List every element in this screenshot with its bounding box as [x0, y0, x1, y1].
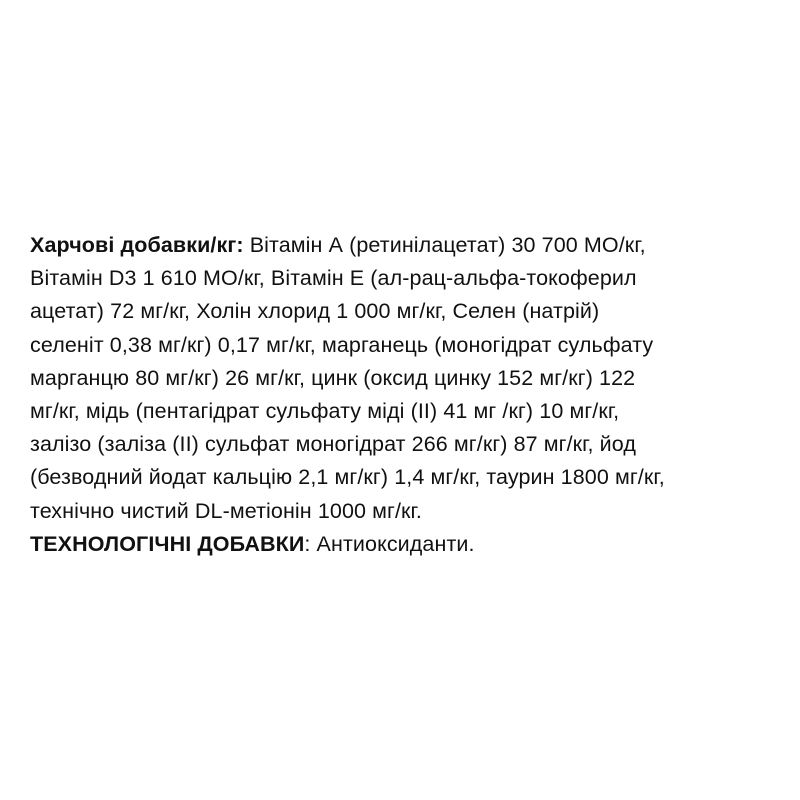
- technological-line: [30, 528, 790, 561]
- technological-text: : Антиоксиданти.: [304, 531, 475, 556]
- additives-line-8: (безводний йодат кальцію 2,1 мг/кг) 1,4 мг/кг, таурин 1800 мг/кг,: [30, 465, 665, 490]
- additives-line-9: технічно чистий DL-метіонін 1000 мг/кг.: [30, 498, 422, 523]
- additives-line-7: залізо (заліза (II) сульфат моногідрат 266 мг/кг) 87 мг/кг, йод: [30, 432, 636, 457]
- composition-text: [30, 229, 790, 561]
- additives-line-6: мг/кг, мідь (пентагідрат сульфату міді (II) 41 мг /кг) 10 мг/кг,: [30, 399, 620, 424]
- additives-text: Вітамін А (ретинілацетат) 30 700 МО/кг,: [243, 233, 646, 257]
- additives-line-5: марганцю 80 мг/кг) 26 мг/кг, цинк (оксид цинку 152 мг/кг) 122: [30, 365, 636, 390]
- additives-line-1: [30, 229, 790, 262]
- technological-heading: ТЕХНОЛОГІЧНІ ДОБАВКИ: [30, 531, 305, 556]
- additives-line-3: ацетат) 72 мг/кг, Холін хлорид 1 000 мг/кг, Селен (натрій): [30, 299, 600, 324]
- additives-heading: Харчові добавки/кг:: [30, 233, 244, 257]
- additives-line-2: Вітамін D3 1 610 МО/кг, Вітамін Е (ал-рац-альфа-токоферил: [30, 266, 637, 291]
- additives-line-4: селеніт 0,38 мг/кг) 0,17 мг/кг, марганець (моногідрат сульфату: [30, 332, 654, 357]
